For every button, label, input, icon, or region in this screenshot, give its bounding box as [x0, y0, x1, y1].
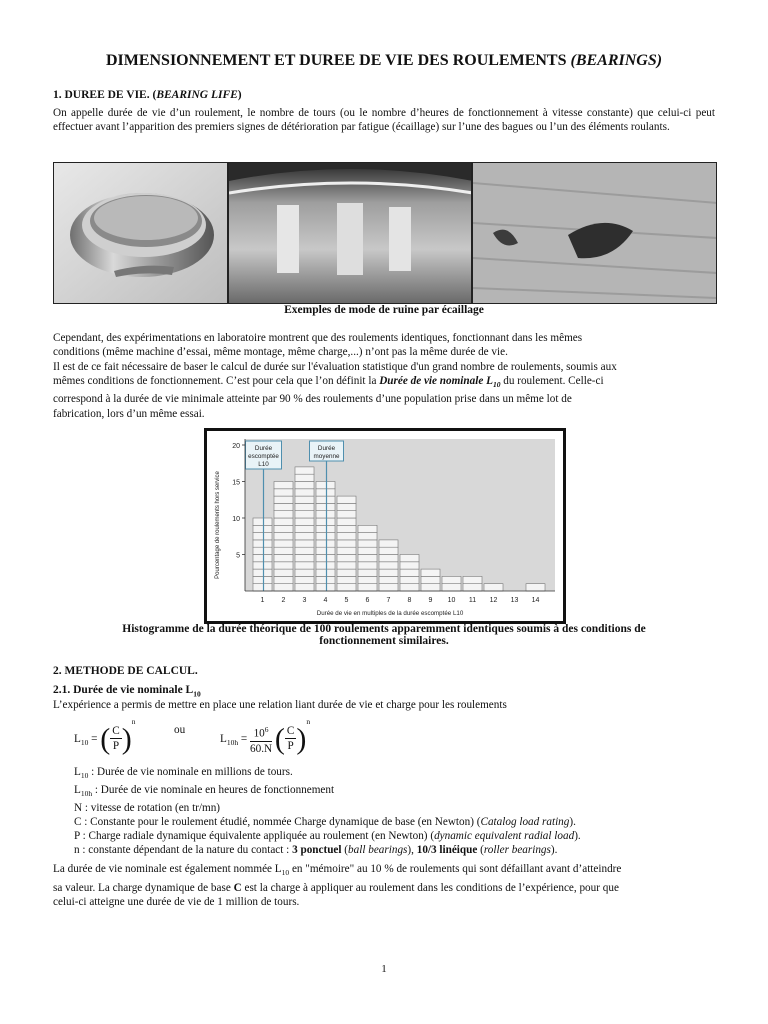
bearing-ring-photo — [54, 163, 229, 303]
x-tick-label: 9 — [428, 597, 433, 604]
section2-intro: L’expérience a permis de mettre en place une relation liant durée de vie et charge pour les roulements — [53, 699, 507, 711]
page-number: 1 — [381, 963, 387, 975]
x-tick-label: 4 — [323, 597, 328, 604]
histogram-caption: Histogramme de la durée théorique de 100 roulements apparemment identiques soumis à des conditions de fonctionnement similaires. — [122, 623, 646, 647]
y-tick-label: 10 — [232, 516, 240, 523]
section2-1-heading: 2.1. Durée de vie nominale $L_{10}$ — [53, 684, 201, 699]
definition-list — [74, 765, 714, 857]
formula-l10h: $L_{10h}$ = $\frac{10^6}{60.N}$ ( $\frac{C}{P}$ )$^n$ — [220, 717, 311, 756]
histogram-bar — [337, 496, 356, 591]
histogram-bar — [526, 584, 545, 591]
annotation-label: moyenne — [313, 453, 340, 460]
section1-paragraph-2: Cependant, des expérimentations en laboratoire montrent que des roulements identiques, fonctionnant dans les mêmes conditions (même machine d’essai, même montage, même charge,...) n’ont pas la même durée de vie. Il est de ce fait nécessaire de baser le calcul de durée sur l'évaluation statistique d'un grand nombre de roulements, soumis aux mêmes conditions de fonctionnement. C’est pour cela que l’on définit la Durée de vie nominale $L_{10}$ du roulement. Celle-ci correspond à la durée de vie minimale atteinte par 90 % des roulements d’une population prise dans un même lot de fabrication, lors d’un même essai. — [53, 332, 617, 420]
spalling-closeup-photo — [473, 163, 716, 303]
title-main: DIMENSIONNEMENT ET DUREE DE VIE DES ROULEMENTS — [105, 52, 567, 69]
def-p: P : Charge radiale dynamique équivalente appliquée au roulement (en Newton) (dynamic equivalent radial load). — [74, 830, 581, 843]
x-tick-label: 5 — [344, 597, 349, 604]
y-tick-label: 5 — [236, 552, 240, 560]
annotation-label: Durée — [317, 445, 336, 452]
y-tick-label: 15 — [232, 479, 240, 487]
photo-strip — [53, 162, 717, 304]
histogram-frame — [204, 428, 566, 624]
x-tick-label: 2 — [281, 597, 286, 604]
histogram-bar — [421, 569, 440, 591]
histogram-chart — [207, 431, 563, 621]
histogram-bar — [253, 518, 272, 591]
x-tick-label: 7 — [386, 597, 391, 604]
x-tick-label: 13 — [510, 597, 519, 604]
histogram-bar — [274, 482, 293, 592]
def-n-exponent: n : constante dépendant de la nature du contact : 3 ponctuel (ball bearings), 10/3 linéique (roller bearings). — [74, 844, 558, 857]
histogram-bar — [358, 525, 377, 591]
def-n-speed: N : vitesse de rotation (en tr/mn) — [74, 802, 221, 815]
y-tick-label: 20 — [232, 443, 240, 450]
bearing-spalling-photo — [229, 163, 474, 303]
x-tick-label: 1 — [260, 597, 265, 604]
formula-ou: ou — [174, 724, 186, 736]
section1-paragraph: On appelle durée de vie d’un roulement, le nombre de tours (ou le nombre d’heures de fonctionnement à vitesse constante) que celui-ci peut effectuer avant l’apparition des premiers signes de détérioration par fatigue (écaillage) sur l’une des bagues ou l’un des éléments roulants. — [53, 107, 715, 134]
histogram-bar — [463, 576, 482, 591]
histogram-bar — [442, 576, 461, 591]
section2-heading: 2. METHODE DE CALCUL. — [53, 665, 198, 677]
x-tick-label: 14 — [531, 597, 540, 604]
def-c: C : Constante pour le roulement étudié, nommée Charge dynamique de base (en Newton) (Catalog load rating). — [74, 816, 576, 829]
page-title — [0, 52, 768, 70]
photo-caption: Exemples de mode de ruine par écaillage — [284, 304, 484, 316]
formula-l10: $L_{10}$ = ( $\frac{C}{P}$ )$^n$ — [74, 717, 136, 756]
y-axis-label: Pourcentage de roulements hors service — [215, 471, 221, 579]
def-l10h: $L_{10h}$ : Durée de vie nominale en heures de fonctionnement — [74, 784, 335, 799]
def-l10: $L_{10}$ : Durée de vie nominale en millions de tours. — [74, 766, 293, 781]
histogram-bar — [316, 482, 335, 592]
x-tick-label: 10 — [447, 597, 456, 604]
x-tick-label: 12 — [489, 597, 498, 604]
annotation-label: L10 — [258, 461, 269, 468]
annotation-label: Durée — [254, 445, 273, 452]
x-tick-label: 6 — [365, 597, 370, 604]
final-paragraph: La durée de vie nominale est également nommée $L_{10}$ en "mémoire" au 10 % de roulements qui sont défaillant avant d’atteindre sa valeur. La charge dynamique de base C est la charge à appliquer au roulement dans les conditions de l’expérience, pour que celui-ci atteigne une durée de vie de 1 million de tours. — [53, 863, 622, 908]
section1-heading: 1. DUREE DE VIE. (BEARING LIFE) — [53, 89, 242, 101]
histogram-bar — [484, 584, 503, 591]
histogram-bar — [400, 555, 419, 592]
annotation-label: escomptée — [248, 453, 279, 460]
histogram-bar — [295, 467, 314, 591]
x-tick-label: 8 — [407, 597, 412, 604]
histogram-bar — [379, 540, 398, 591]
x-tick-label: 3 — [302, 597, 307, 604]
x-axis-label: Durée de vie en multiples de la durée escomptée L10 — [316, 610, 464, 617]
title-italic: (BEARINGS) — [570, 52, 663, 69]
x-tick-label: 11 — [468, 597, 477, 604]
